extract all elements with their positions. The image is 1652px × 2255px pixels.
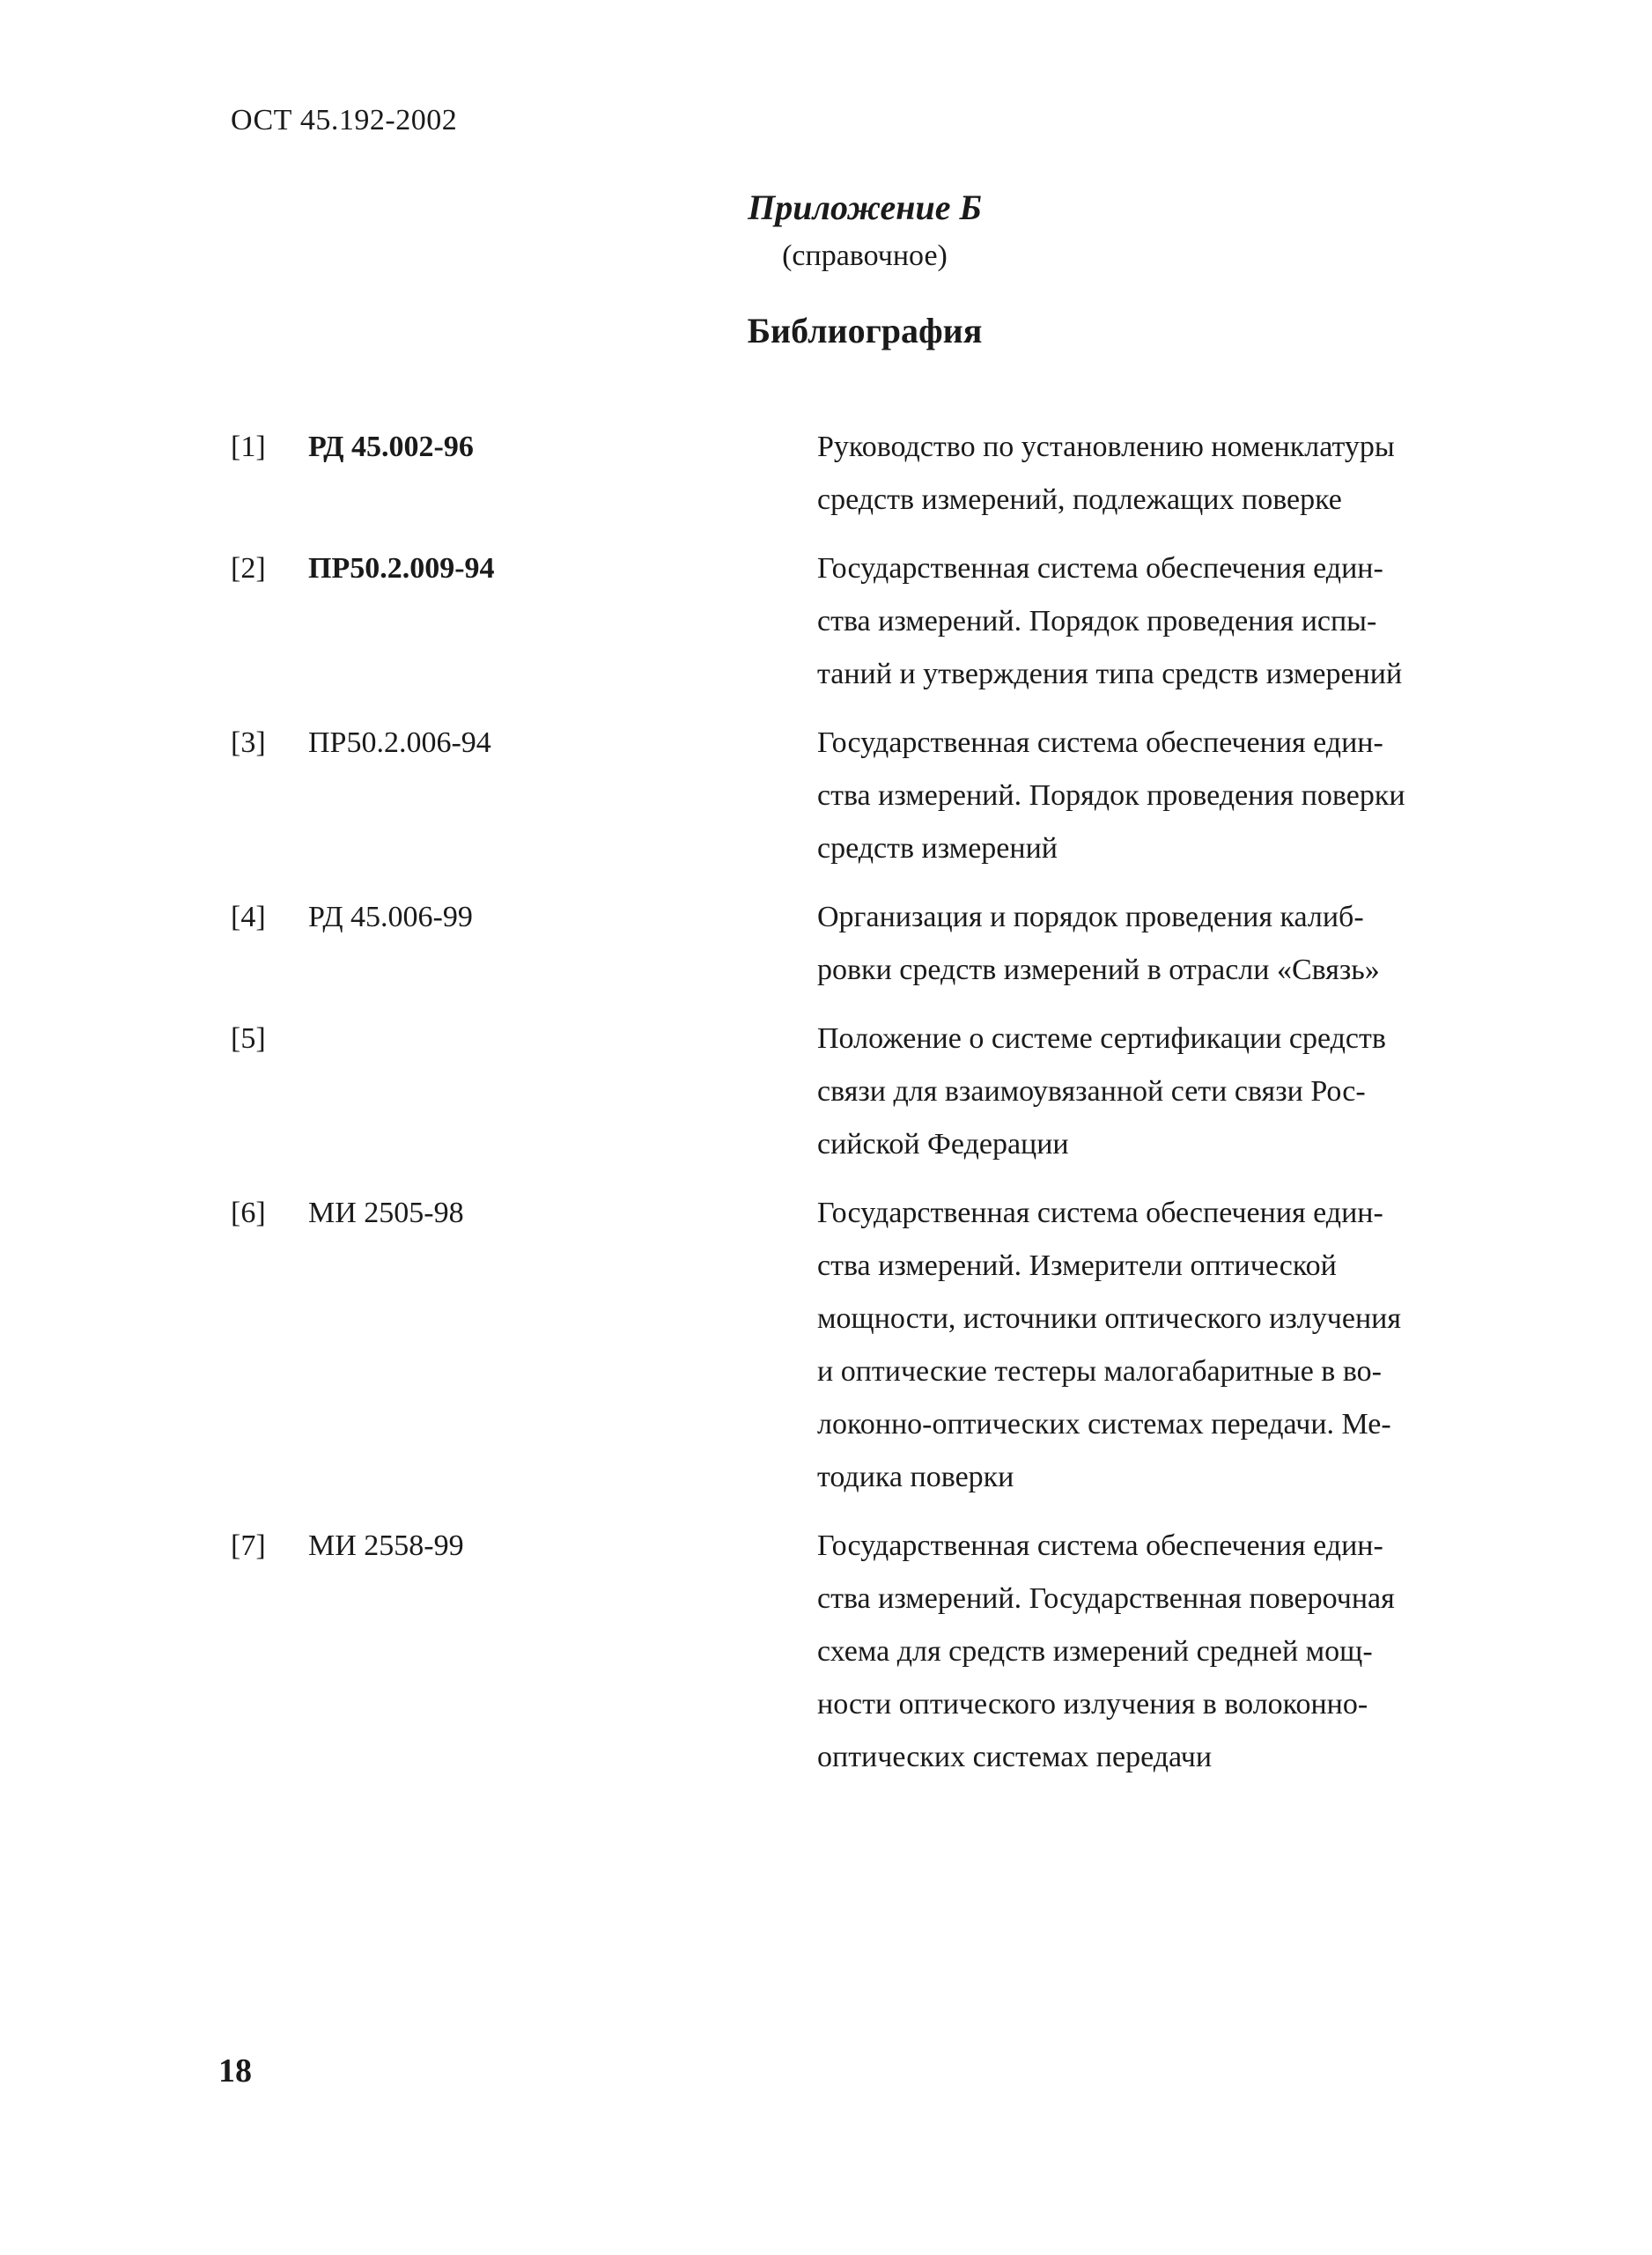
entry-description-line: Руководство по установлению номенклатуры [817,431,1395,463]
document-code: ОСТ 45.192-2002 [231,104,458,136]
entry-description-line: ства измерений. Государственная поверочная [817,1582,1395,1615]
entry-description-line: Государственная система обеспечения един- [817,1197,1383,1229]
entry-description-line: средств измерений [817,832,1058,865]
entry-description [817,1013,1434,1171]
entry-code: ПР50.2.009-94 [308,552,495,585]
entry-description-line: ства измерений. Измерители оптической [817,1249,1337,1282]
bibliography-list [231,421,1428,1800]
entry-description-line: сийской Федерации [817,1128,1069,1161]
page-number: 18 [218,2052,252,2089]
section-title: Библиография [747,311,983,350]
bibliography-entry [231,1013,1428,1171]
entry-description-line: связи для взаимоувязанной сети связи Рос- [817,1075,1366,1108]
entry-description [817,1187,1434,1504]
entry-description-line: средств измерений, подлежащих поверке [817,483,1342,516]
appendix-title: Приложение Б [748,188,982,227]
entry-description-line: Положение о системе сертификации средств [817,1022,1386,1055]
entry-description [817,891,1434,997]
appendix-note: (справочное) [782,240,948,272]
entry-description-line: ровки средств измерений в отрасли «Связь» [817,954,1380,986]
bibliography-entry [231,1187,1428,1504]
entry-description [817,421,1434,527]
entry-description-line: ства измерений. Порядок проведения поверки [817,779,1405,812]
entry-code: ПР50.2.006-94 [308,726,491,759]
entry-description-line: локонно-оптических системах передачи. Ме- [817,1408,1391,1441]
bibliography-entry [231,1520,1428,1784]
entry-number: [4] [231,901,266,933]
bibliography-entry [231,421,1428,527]
entry-description-line: Государственная система обеспечения един- [817,552,1383,585]
entry-code: РД 45.002-96 [308,431,474,463]
entry-description-line: таний и утверждения типа средств измерений [817,658,1403,690]
entry-description-line: и оптические тестеры малогабаритные в во- [817,1355,1383,1388]
entry-description-line: мощности, источники оптического излучения [817,1302,1401,1335]
entry-description-line: Государственная система обеспечения един- [817,726,1383,759]
entry-number: [6] [231,1197,266,1229]
bibliography-entry [231,542,1428,701]
entry-description [817,542,1434,701]
entry-number: [3] [231,726,266,759]
bibliography-entry [231,891,1428,997]
entry-code: МИ 2558-99 [308,1529,464,1562]
entry-code: МИ 2505-98 [308,1197,464,1229]
entry-description-line: ности оптического излучения в волоконно- [817,1688,1368,1721]
entry-description-line: ства измерений. Порядок проведения испы- [817,605,1377,637]
entry-description-line: Организация и порядок проведения калиб- [817,901,1364,933]
entry-description-line: Государственная система обеспечения един- [817,1529,1383,1562]
entry-number: [7] [231,1529,266,1562]
entry-description [817,717,1434,875]
entry-code: РД 45.006-99 [308,901,473,933]
entry-description-line: тодика поверки [817,1461,1014,1493]
entry-description-line: оптических системах передачи [817,1741,1213,1773]
entry-number: [5] [231,1022,266,1055]
entry-description-line: схема для средств измерений средней мощ- [817,1635,1373,1668]
entry-description [817,1520,1434,1784]
bibliography-entry [231,717,1428,875]
entry-number: [2] [231,552,266,585]
entry-number: [1] [231,431,266,463]
